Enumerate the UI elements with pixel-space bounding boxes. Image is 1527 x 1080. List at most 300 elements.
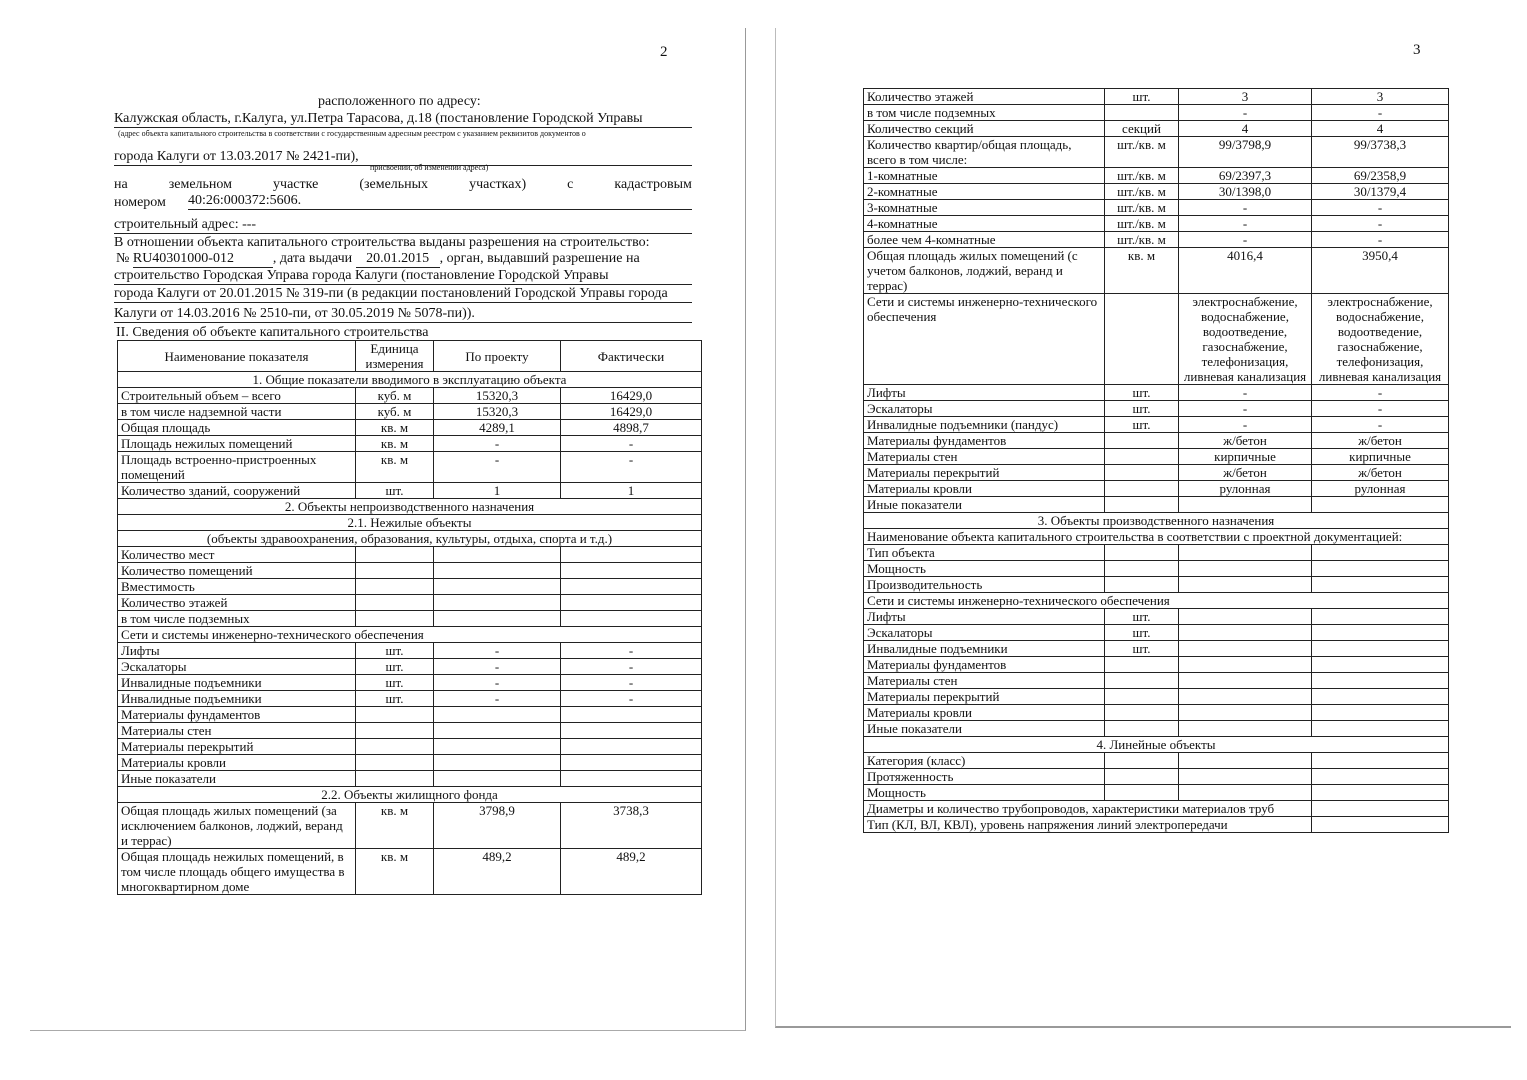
indicator-name: 3-комнатные [864,200,1105,216]
section-heading: 2. Объекты непроизводственного назначения [118,499,702,515]
indicator-name: Общая площадь жилых помещений (с учетом балконов, лоджий, веранд и террас) [864,248,1105,294]
project-value: 69/2397,3 [1179,168,1312,184]
actual-value: 3950,4 [1312,248,1449,294]
project-value [434,707,561,723]
project-value [434,579,561,595]
page-number: 2 [660,44,668,60]
address-hint-2: присвоении, об изменении адреса) [370,163,489,172]
project-value: 30/1398,0 [1179,184,1312,200]
unit [1105,689,1179,705]
unit: секций [1105,121,1179,137]
table-row [864,657,1449,673]
project-value [1179,657,1312,673]
table-row [118,643,702,659]
indicator-name: 1-комнатные [864,168,1105,184]
section-heading: 4. Линейные объекты [864,737,1449,753]
table-row [864,232,1449,248]
unit [356,611,434,627]
table-row [118,611,702,627]
project-value [434,611,561,627]
unit: шт./кв. м [1105,216,1179,232]
unit: шт. [1105,385,1179,401]
actual-value: 3738,3 [561,803,702,849]
unit [356,547,434,563]
project-value: - [1179,385,1312,401]
table-row [118,787,702,803]
unit [356,771,434,787]
indicator-name: Вместимость [118,579,356,595]
actual-value [1312,657,1449,673]
actual-value: 4898,7 [561,420,702,436]
project-value [1179,721,1312,737]
unit: шт./кв. м [1105,232,1179,248]
unit [1105,561,1179,577]
indicator-name: Иные показатели [118,771,356,787]
indicator-name: 2-комнатные [864,184,1105,200]
section-title: II. Сведения об объекте капитального строительства [116,325,429,340]
unit: шт. [356,643,434,659]
actual-value: - [1312,105,1449,121]
land-line [114,176,692,193]
unit: кв. м [356,436,434,452]
project-value: 3 [1179,89,1312,105]
project-value: 3798,9 [434,803,561,849]
table-row [118,452,702,483]
actual-value [561,595,702,611]
actual-value [561,707,702,723]
project-value: - [434,643,561,659]
actual-value [561,755,702,771]
unit: кв. м [356,849,434,895]
address-line-1: Калужская область, г.Калуга, ул.Петра Тарасова, д.18 (постановление Городской Управы [114,110,692,128]
permit-date-label: , дата выдачи [272,251,353,266]
indicator-name: Эскалаторы [118,659,356,675]
indicator-name: Материалы стен [864,449,1105,465]
unit: шт. [1105,641,1179,657]
indicator-name: Площадь встроенно-пристроенных помещений [118,452,356,483]
object-info-table-continued [863,88,1449,833]
indicator-name: Количество квартир/общая площадь, всего в том числе: [864,137,1105,168]
permit-date: 20.01.2015 [356,250,440,268]
table-row [864,184,1449,200]
table-row [864,785,1449,801]
project-value [434,723,561,739]
table-row [118,739,702,755]
unit [1105,785,1179,801]
unit [1105,449,1179,465]
indicator-name: Производительность [864,577,1105,593]
indicator-name: Категория (класс) [864,753,1105,769]
actual-value [1312,497,1449,513]
table-row [864,609,1449,625]
actual-value: - [1312,385,1449,401]
indicator-name: Материалы фундаментов [864,433,1105,449]
project-value [1179,769,1312,785]
permit-number: RU40301000-012 [133,250,273,268]
project-value [434,739,561,755]
word: участке [273,177,319,192]
project-value: электроснабжение, водоснабжение, водоотведение, газоснабжение, телефонизация, ливневая канализация [1179,294,1312,385]
actual-value: - [561,675,702,691]
indicator-name: Лифты [864,385,1105,401]
indicator-name: Материалы кровли [864,481,1105,497]
unit [356,563,434,579]
table-row [864,705,1449,721]
actual-value [1312,721,1449,737]
address-hint-1: (адрес объекта капитального строительства в соответствии с государственным адресным реестром с указанием реквизитов документов о [118,129,586,138]
actual-value: 99/3738,3 [1312,137,1449,168]
table-row [118,388,702,404]
actual-value [1312,705,1449,721]
project-value: 4 [1179,121,1312,137]
table-row [864,89,1449,105]
actual-value: 69/2358,9 [1312,168,1449,184]
unit: шт. [1105,417,1179,433]
unit: шт./кв. м [1105,168,1179,184]
actual-value: 4 [1312,121,1449,137]
project-value [1179,545,1312,561]
word: на [114,177,128,192]
table-row [864,625,1449,641]
indicator-name: Тип объекта [864,545,1105,561]
table-row [864,248,1449,294]
unit [1105,105,1179,121]
project-value: рулонная [1179,481,1312,497]
project-value [434,595,561,611]
table-row [864,817,1449,833]
indicator-name: Иные показатели [864,497,1105,513]
table-row [118,723,702,739]
table-row [864,577,1449,593]
actual-value: электроснабжение, водоснабжение, водоотведение, газоснабжение, телефонизация, ливневая канализация [1312,294,1449,385]
permit-line-5: Калуги от 14.03.2016 № 2510-пи, от 30.05.2019 № 5078-пи)). [114,305,692,323]
table-row [118,531,702,547]
column-header: По проекту [434,341,561,372]
cadastral-number: 40:26:000372:5606. [188,192,692,210]
actual-value [1312,753,1449,769]
project-value: - [1179,401,1312,417]
actual-value: - [1312,417,1449,433]
table-row [864,216,1449,232]
table-row [118,404,702,420]
unit [1105,545,1179,561]
actual-value [1312,561,1449,577]
project-value [1179,705,1312,721]
actual-value [561,771,702,787]
actual-value: - [1312,232,1449,248]
unit [1105,465,1179,481]
project-value: ж/бетон [1179,433,1312,449]
table-row [118,707,702,723]
project-value [434,547,561,563]
unit [1105,753,1179,769]
actual-value: - [561,691,702,707]
permit-line-3: строительство Городская Управа города Калуги (постановление Городской Управы [114,267,692,285]
address-intro: расположенного по адресу: [318,94,481,109]
unit [1105,497,1179,513]
actual-value [561,563,702,579]
table-header [118,341,702,372]
word: (земельных [359,177,429,192]
actual-value: ж/бетон [1312,465,1449,481]
indicator-name: Инвалидные подъемники [118,691,356,707]
indicator-name: Материалы перекрытий [118,739,356,755]
project-value: 15320,3 [434,404,561,420]
unit [1105,769,1179,785]
actual-value: - [561,643,702,659]
unit [1105,294,1179,385]
table-row [864,673,1449,689]
page-2 [30,28,746,1031]
project-value [1179,625,1312,641]
indicator-name: Инвалидные подъемники [118,675,356,691]
table-row [118,483,702,499]
permit-line-4: города Калуги от 20.01.2015 № 319-пи (в редакции постановлений Городской Управы города [114,285,692,303]
page-number: 3 [1413,42,1421,58]
table-row [118,372,702,388]
project-value: - [1179,216,1312,232]
table-row [864,433,1449,449]
table-row [864,513,1449,529]
project-value [434,755,561,771]
unit [1105,481,1179,497]
actual-value [561,739,702,755]
permit-no-prefix: № [116,251,130,266]
indicator-name: Общая площадь нежилых помещений, в том числе площадь общего имущества в многоквартирном доме [118,849,356,895]
table-row [118,515,702,531]
table-row [864,721,1449,737]
object-info-table [117,340,702,895]
indicator-name: Материалы кровли [118,755,356,771]
project-value: 4016,4 [1179,248,1312,294]
cadastral-label: номером [114,195,166,210]
actual-value: ж/бетон [1312,433,1449,449]
indicator-name: Количество этажей [864,89,1105,105]
table-row [864,769,1449,785]
actual-value: рулонная [1312,481,1449,497]
unit: шт. [356,659,434,675]
actual-value: кирпичные [1312,449,1449,465]
unit: шт. [1105,609,1179,625]
project-value [1179,673,1312,689]
page-3 [775,28,1511,1028]
column-header: Единица измерения [356,341,434,372]
indicator-name: Протяженность [864,769,1105,785]
table-row [864,689,1449,705]
unit [1105,433,1179,449]
project-value [1179,577,1312,593]
project-value [434,771,561,787]
column-header: Наименование показателя [118,341,356,372]
project-value: 489,2 [434,849,561,895]
section-heading: 2.1. Нежилые объекты [118,515,702,531]
actual-value: 30/1379,4 [1312,184,1449,200]
word: кадастровым [614,177,692,192]
table-row [118,771,702,787]
indicator-name: Лифты [864,609,1105,625]
indicator-name: Материалы стен [118,723,356,739]
indicator-name: Лифты [118,643,356,659]
indicator-name: Материалы фундаментов [118,707,356,723]
table-row [118,420,702,436]
project-value [1179,641,1312,657]
actual-value [1312,689,1449,705]
actual-value [1312,673,1449,689]
unit: шт. [356,691,434,707]
indicator-name: Материалы стен [864,673,1105,689]
table-row [118,436,702,452]
permit-line [116,250,640,268]
table-row [118,627,702,643]
indicator-name: Мощность [864,561,1105,577]
indicator-name: более чем 4-комнатные [864,232,1105,248]
unit [356,755,434,771]
project-value: - [1179,105,1312,121]
unit [1105,577,1179,593]
project-value: - [434,691,561,707]
table-row [118,755,702,771]
indicator-name: Количество секций [864,121,1105,137]
table-row [864,105,1449,121]
table-row [864,545,1449,561]
unit: шт. [1105,401,1179,417]
actual-value [1312,577,1449,593]
table-row [864,465,1449,481]
indicator-name: Строительный объем – всего [118,388,356,404]
unit: шт. [356,483,434,499]
unit [1105,673,1179,689]
build-address: строительный адрес: --- [114,216,692,234]
empty-cell [1312,801,1449,817]
unit: шт./кв. м [1105,184,1179,200]
word: земельном [168,177,233,192]
section-heading: 3. Объекты производственного назначения [864,513,1449,529]
table-row [864,481,1449,497]
full-row-label: Наименование объекта капитального строительства в соответствии с проектной документацией: [864,529,1449,545]
table-row [864,753,1449,769]
unit: шт./кв. м [1105,137,1179,168]
actual-value [1312,625,1449,641]
actual-value [1312,785,1449,801]
indicator-name: в том числе подземных [864,105,1105,121]
empty-cell [1312,817,1449,833]
indicator-name: Эскалаторы [864,625,1105,641]
indicator-name: Инвалидные подъемники [864,641,1105,657]
project-value: - [434,436,561,452]
project-value: - [434,659,561,675]
actual-value: 489,2 [561,849,702,895]
project-value: - [434,452,561,483]
table-row [118,595,702,611]
project-value: - [434,675,561,691]
table-row [118,675,702,691]
table-row [864,121,1449,137]
actual-value: - [561,452,702,483]
unit: шт. [1105,89,1179,105]
full-row-label: Сети и системы инженерно-технического обеспечения [864,593,1449,609]
unit [356,579,434,595]
actual-value: 3 [1312,89,1449,105]
table-row [864,801,1449,817]
unit [356,595,434,611]
unit: кв. м [1105,248,1179,294]
table-row [864,449,1449,465]
table-row [864,497,1449,513]
section-heading: (объекты здравоохранения, образования, культуры, отдыха, спорта и т.д.) [118,531,702,547]
unit: шт. [1105,625,1179,641]
indicator-name: Материалы кровли [864,705,1105,721]
unit: кв. м [356,803,434,849]
actual-value: 1 [561,483,702,499]
table-row [118,499,702,515]
table-row [864,641,1449,657]
project-value [1179,497,1312,513]
project-value: кирпичные [1179,449,1312,465]
actual-value: 16429,0 [561,404,702,420]
unit [1105,721,1179,737]
actual-value [561,547,702,563]
indicator-name: Материалы перекрытий [864,689,1105,705]
indicator-name: в том числе подземных [118,611,356,627]
indicator-name: Материалы перекрытий [864,465,1105,481]
actual-value: - [1312,200,1449,216]
section-heading: 2.2. Объекты жилищного фонда [118,787,702,803]
indicator-name: Общая площадь жилых помещений (за исключением балконов, лоджий, веранд и террас) [118,803,356,849]
indicator-name: Сети и системы инженерно-технического обеспечения [864,294,1105,385]
word: с [567,177,574,192]
indicator-name: Материалы фундаментов [864,657,1105,673]
unit [1105,657,1179,673]
unit: шт./кв. м [1105,200,1179,216]
indicator-name: 4-комнатные [864,216,1105,232]
project-value: - [1179,417,1312,433]
column-header: Фактически [561,341,702,372]
indicator-name: Площадь нежилых помещений [118,436,356,452]
project-value: 1 [434,483,561,499]
table-row [864,417,1449,433]
project-value [1179,689,1312,705]
indicator-name: Количество зданий, сооружений [118,483,356,499]
table-row [864,385,1449,401]
word: участках) [469,177,527,192]
unit: куб. м [356,388,434,404]
actual-value [1312,609,1449,625]
wide-row-label: Тип (КЛ, ВЛ, КВЛ), уровень напряжения линий электропередачи [864,817,1312,833]
table-row [864,200,1449,216]
project-value: 99/3798,9 [1179,137,1312,168]
table-row [864,529,1449,545]
project-value: ж/бетон [1179,465,1312,481]
project-value [1179,785,1312,801]
indicator-name: Инвалидные подъемники (пандус) [864,417,1105,433]
table-row [864,737,1449,753]
actual-value [561,723,702,739]
actual-value [1312,769,1449,785]
project-value: 15320,3 [434,388,561,404]
actual-value [1312,545,1449,561]
unit: куб. м [356,404,434,420]
indicator-name: Количество помещений [118,563,356,579]
table-row [118,691,702,707]
indicator-name: Количество этажей [118,595,356,611]
unit [356,707,434,723]
actual-value: - [561,659,702,675]
indicator-name: в том числе надземной части [118,404,356,420]
actual-value: - [561,436,702,452]
actual-value [561,611,702,627]
project-value: - [1179,200,1312,216]
unit: кв. м [356,452,434,483]
